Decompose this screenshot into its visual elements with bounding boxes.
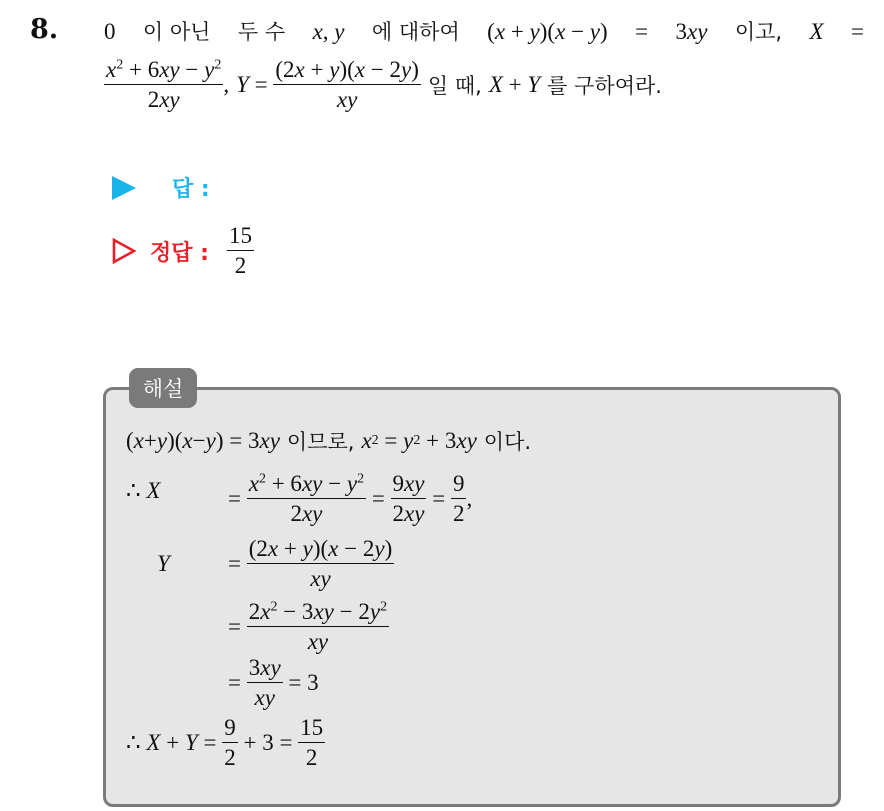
text-not: 이 아닌 xyxy=(142,20,211,44)
text-find: 를 구하여라. xyxy=(547,74,662,99)
solution-X-chain: = $\frac{x^2 + 6xy - y^2}{2xy}$ = $\frac{9xy}{2xy}$ = $\frac{9}{2}$ , xyxy=(228,471,473,527)
question-line-1 xyxy=(104,16,864,46)
correct-label: 정답 : xyxy=(150,240,209,266)
question-number: 8. xyxy=(30,14,59,45)
answer-row xyxy=(112,172,210,203)
text-because: 이므로, xyxy=(286,430,355,454)
question-line-2: $\frac{x^2 + 6xy - y^2}{2xy}$ , Y = $\frac{(2x + y)(x - 2y)}{xy}$ 일 때, X + Y 를 구하여라. xyxy=(106,57,662,113)
solution-Y-label: Y xyxy=(157,551,170,576)
math-X: X xyxy=(809,19,824,44)
math-condition: (x + y)(x − y) xyxy=(487,19,608,44)
math-zero: 0 xyxy=(104,19,116,44)
correct-denominator: 2 xyxy=(234,253,247,279)
solution-Y-step-1: = $\frac{(2x + y)(x - 2y)}{xy}$ xyxy=(228,536,393,592)
math-3xy: 3xy xyxy=(675,19,708,44)
answer-label: 답 : xyxy=(172,177,210,202)
fraction-Y-def: $\frac{(2x + y)(x - 2y)}{xy}$ xyxy=(275,57,419,113)
math-xy: x, y xyxy=(312,19,345,44)
text-when: 일 때, xyxy=(427,74,482,99)
solution-line-1: ( x + y )( x − y ) = 3 xy 이므로, x 2 = y 2 + 3 xy 이다. xyxy=(126,428,532,454)
math-eq: = xyxy=(851,19,864,44)
math-X-plus-Y: X + Y xyxy=(488,72,541,98)
solution-tag: 해설 xyxy=(129,368,197,408)
outline-triangle-icon xyxy=(112,238,136,264)
solution-final: ∴ X + Y = $\frac{9}{2}$ + 3 = $\frac{15}{2}$ xyxy=(126,715,324,771)
solution-Y-step-3: = $\frac{3xy}{xy}$ = 3 xyxy=(228,655,319,711)
solution-therefore-X: ∴ X xyxy=(126,478,161,503)
text-two-numbers: 두 수 xyxy=(237,20,286,44)
math-eq: = xyxy=(635,19,649,44)
correct-answer-fraction xyxy=(227,224,254,278)
correct-answer-row xyxy=(112,224,254,278)
solution-Y-step-2: = $\frac{2x^2 - 3xy - 2y^2}{xy}$ xyxy=(228,599,388,655)
text-for: 에 대하여 xyxy=(371,20,460,44)
text-is: 이다. xyxy=(483,430,532,454)
correct-numerator: 15 xyxy=(227,224,254,251)
play-triangle-icon xyxy=(112,176,136,200)
fraction-X-def: $\frac{x^2 + 6xy - y^2}{2xy}$ xyxy=(106,57,222,113)
text-and: 이고, xyxy=(734,20,783,44)
